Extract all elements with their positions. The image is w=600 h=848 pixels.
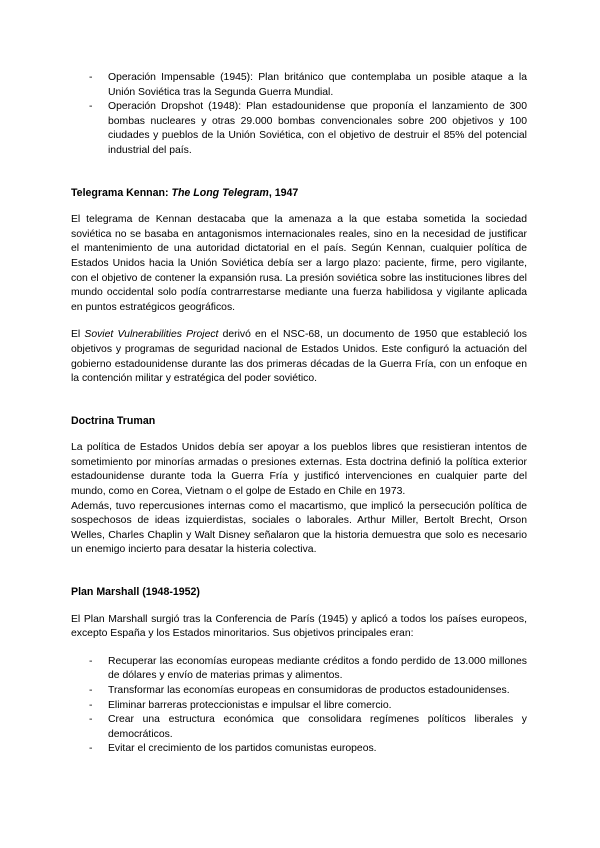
paragraph: El telegrama de Kennan destacaba que la amenaza a la que estaba sometida la sociedad soviética no se basaba en antagonismos internacionales reales, sino en la necesidad de justificar el mantenimiento de una autoridad dictatorial en el país. Según Kennan, cualquier política de Estados Unidos hacia la Unión Soviética debía ser a largo plazo: paciente, firme, pero vigilante, con el objetivo de contener la expansión rusa. La presión soviética sobre las instituciones libres del mundo occidental solo podía contrarrestarse mediante una fuerza habilidosa y vigilante aplicada en puntos estratégicos geográficos. [71, 214, 527, 313]
operations-list [71, 71, 527, 159]
section-heading-truman: Doctrina Truman [71, 414, 156, 427]
list-item: - Eliminar barreras proteccionistas e impulsar el libre comercio. [89, 699, 392, 711]
marshall-objectives-list [71, 655, 527, 757]
list-item: - Crear una estructura económica que consolidara regímenes políticos liberales y democráticos. [89, 714, 527, 740]
paragraph: La política de Estados Unidos debía ser apoyar a los pueblos libres que resistieran intentos de sometimiento por minorías armadas o presiones externas. Esta doctrina definió la política exterior estadounidense durante toda la Guerra Fría y justificó intervenciones en cualquier parte del mundo, como en Corea, Vietnam o el golpe de Estado en Chile en 1973. [71, 442, 527, 498]
list-item: - Recuperar las economías europeas mediante créditos a fondo perdido de 13.000 millones de dólares y envío de materias primas y alimentos. [89, 655, 527, 682]
section-heading-marshall: Plan Marshall (1948-1952) [71, 586, 200, 599]
paragraph: Además, tuvo repercusiones internas como el macartismo, que implicó la persecución política de sospechosos de ideas izquierdistas, sociales o laborales. Arthur Miller, Bertolt Brecht, Orson Welles, Charles Chaplin y Walt Disney señalaron que la historia demuestra que solo es necesario un enemigo incierto para desatar la histeria colectiva. [71, 500, 527, 556]
paragraph: El Plan Marshall surgió tras la Conferencia de París (1945) y aplicó a todos los países europeos, excepto España y los Estados minoritarios. Sus objetivos principales eran: [71, 613, 527, 640]
list-item: - Transformar las economías europeas en consumidoras de productos estadounidenses. [89, 685, 510, 696]
list-item: - Operación Dropshot (1948): Plan estadounidense que proponía el lanzamiento de 300 bombas nucleares y otras 29.000 bombas convencionales sobre 200 objetivos y 100 ciudades y pueblos de la Unión Soviética, con el objetivo de destruir el 85% del potencial industrial del país. [89, 101, 527, 156]
list-item: - Operación Impensable (1945): Plan británico que contemplaba un posible ataque a la Unión Soviética tras la Segunda Guerra Mundial. [89, 72, 527, 98]
section-heading-kennan: Telegrama Kennan: The Long Telegram, 1947 [71, 186, 299, 199]
document-page [71, 71, 527, 757]
paragraph: El Soviet Vulnerabilities Project derivó en el NSC-68, un documento de 1950 que estableció los objetivos y programas de seguridad nacional de Estados Unidos. Este configuró la actuación del gobierno estadounidense durante las dos primeras décadas de la Guerra Fría, con un enfoque en la contención militar y estratégica del poder soviético. [71, 329, 527, 385]
list-item: - Evitar el crecimiento de los partidos comunistas europeos. [89, 743, 377, 755]
